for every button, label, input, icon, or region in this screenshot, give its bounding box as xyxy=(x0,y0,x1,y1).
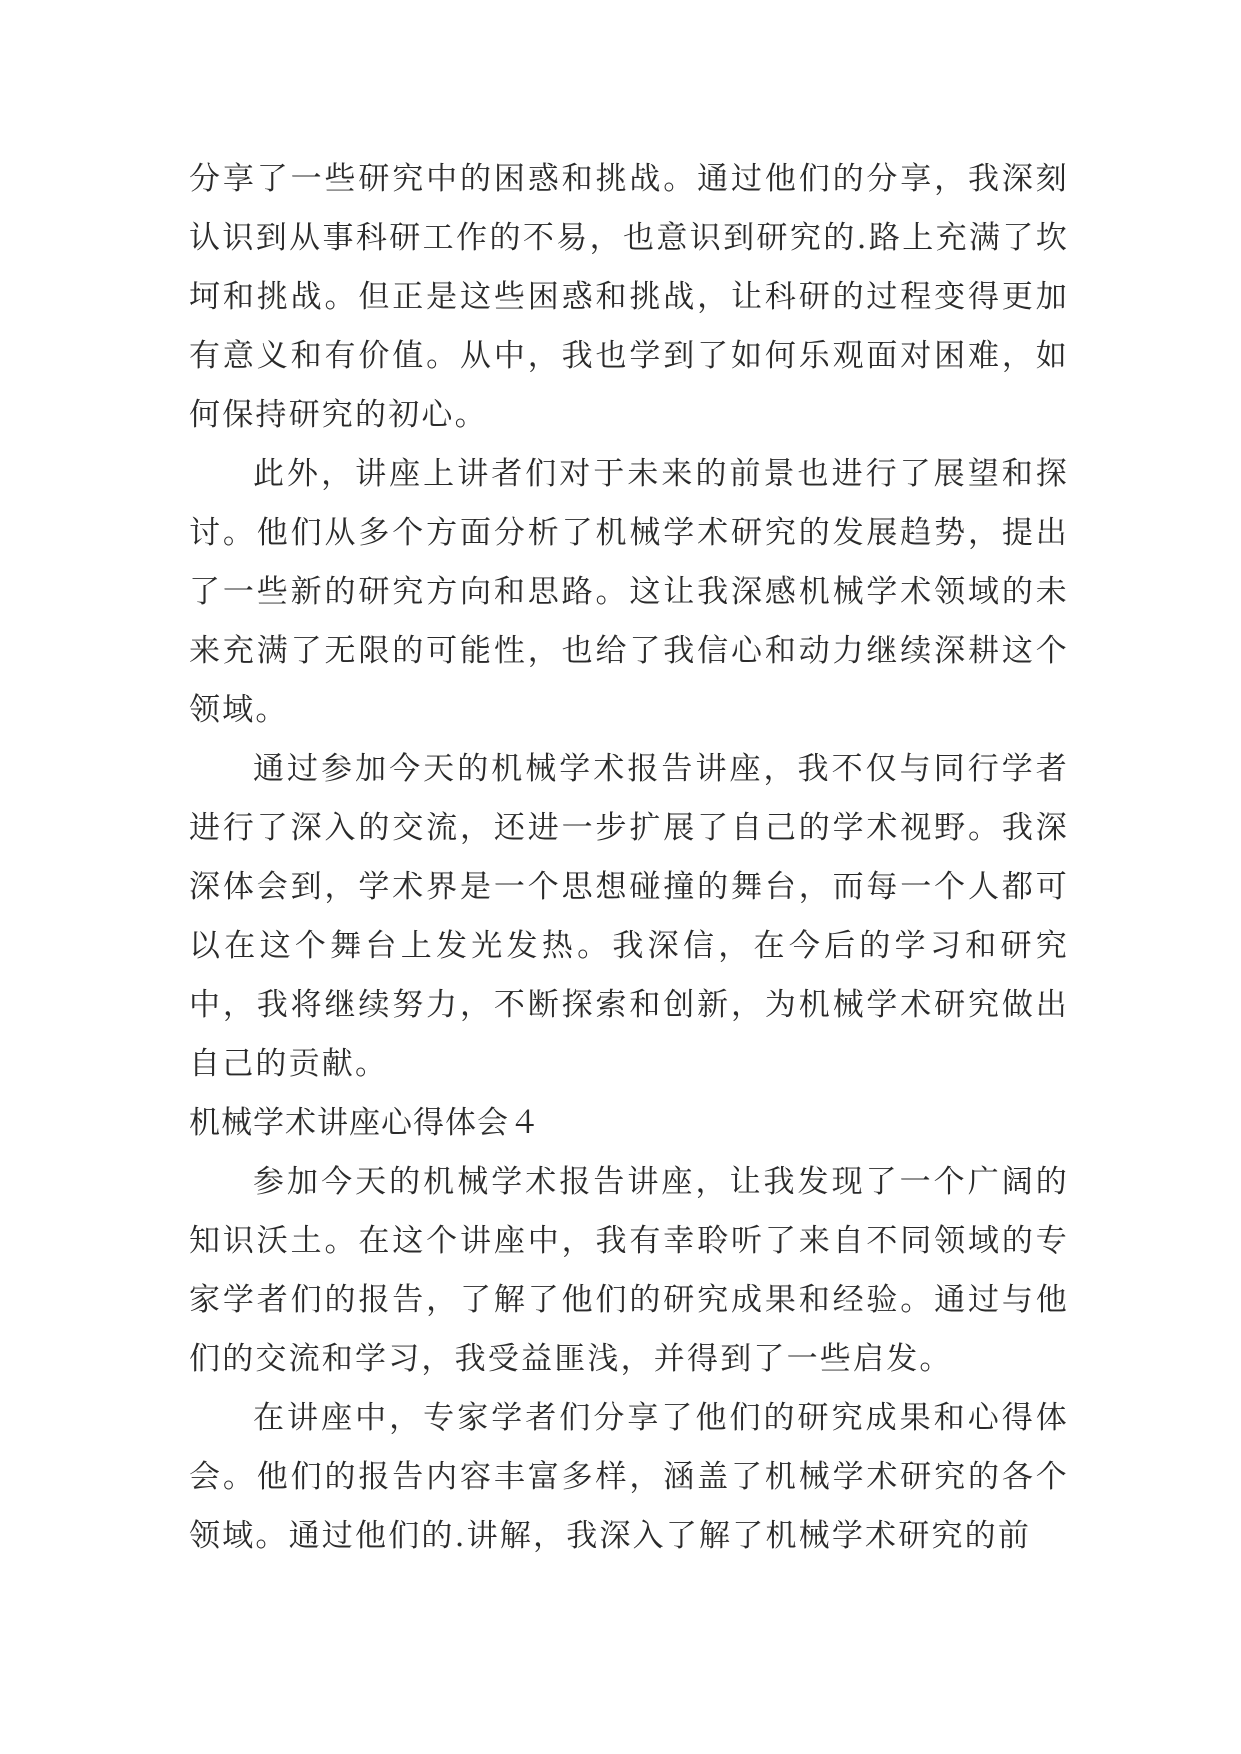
paragraph-introduction: 参加今天的机械学术报告讲座，让我发现了一个广阔的知识沃土。在这个讲座中，我有幸聆听了来自不同领域的专家学者们的报告，了解了他们的研究成果和经验。通过与他们的交流和学习，我受益匪浅，并得到了一些启发。 xyxy=(189,1164,1069,1377)
section-heading: 机械学术讲座心得体会４ xyxy=(189,1105,541,1141)
paragraph-continued: 分享了一些研究中的困惑和挑战。通过他们的分享，我深刻认识到从事科研工作的不易，也意识到研究的.路上充满了坎坷和挑战。但正是这些困惑和挑战，让科研的过程变得更加有意义和有价值。从中，我也学到了如何乐观面对困难，如何保持研究的初心。 xyxy=(189,161,1069,433)
paragraph-conclusion: 通过参加今天的机械学术报告讲座，我不仅与同行学者进行了深入的交流，还进一步扩展了自己的学术视野。我深深体会到，学术界是一个思想碰撞的舞台，而每一个人都可以在这个舞台上发光发热。我深信，在今后的学习和研究中，我将继续努力，不断探索和创新，为机械学术研究做出自己的贡献。 xyxy=(189,751,1069,1082)
paragraph-lecture-content: 在讲座中，专家学者们分享了他们的研究成果和心得体会。他们的报告内容丰富多样，涵盖了机械学术研究的各个领域。通过他们的.讲解，我深入了解了机械学术研究的前 xyxy=(189,1400,1069,1554)
paragraph-future-outlook: 此外，讲座上讲者们对于未来的前景也进行了展望和探讨。他们从多个方面分析了机械学术研究的发展趋势，提出了一些新的研究方向和思路。这让我深感机械学术领域的未来充满了无限的可能性，也给了我信心和动力继续深耕这个领域。 xyxy=(189,456,1069,728)
document-body xyxy=(189,150,1069,1566)
